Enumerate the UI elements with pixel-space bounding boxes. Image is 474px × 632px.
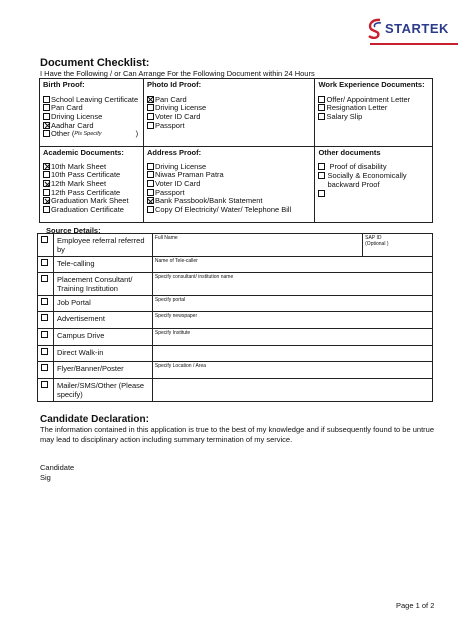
source-details-table bbox=[37, 233, 433, 402]
logo-underline bbox=[370, 43, 458, 45]
photo-checkbox[interactable] bbox=[147, 104, 154, 111]
backward-proof-checkbox[interactable] bbox=[318, 172, 325, 179]
document-checklist-table bbox=[39, 78, 433, 223]
photo-item bbox=[147, 112, 312, 121]
address-checkbox[interactable] bbox=[147, 206, 154, 213]
birth-item bbox=[43, 104, 140, 113]
address-item bbox=[147, 162, 312, 171]
address-proof-list bbox=[147, 162, 312, 214]
work-checkbox[interactable] bbox=[318, 113, 325, 120]
page-number: Page 1 of 2 bbox=[396, 601, 435, 610]
birth-other-checkbox[interactable] bbox=[43, 130, 50, 137]
source-checkbox[interactable] bbox=[41, 314, 48, 321]
academic-item-label: 12th Pass Certificate bbox=[51, 187, 121, 197]
checklist-title: Document Checklist: bbox=[40, 57, 150, 69]
address-proof-cell bbox=[143, 147, 315, 223]
source-checkbox[interactable] bbox=[41, 348, 48, 355]
academic-item-label: 12th Mark Sheet bbox=[51, 178, 107, 188]
source-checkbox[interactable] bbox=[41, 364, 48, 371]
source-label: Mailer/SMS/Other (Please specify) bbox=[53, 379, 152, 402]
source-hint-field[interactable]: Specify consultant/ institution name bbox=[152, 273, 432, 296]
declaration-text: The information contained in this application is true to the best of my knowledge and if subsequently found to be untrue may lead to disciplinary action including summary termination of my service. bbox=[40, 425, 434, 444]
source-row bbox=[38, 379, 433, 402]
academic-item bbox=[43, 171, 140, 180]
photo-item-label: Pan Card bbox=[154, 94, 187, 104]
source-row bbox=[38, 312, 433, 329]
source-checkbox-cell bbox=[38, 273, 54, 296]
birth-other-hint: Pls Specify bbox=[74, 130, 102, 137]
address-proof-heading: Address Proof: bbox=[146, 148, 202, 157]
disability-checkbox[interactable] bbox=[318, 163, 325, 170]
photo-checkbox[interactable] bbox=[147, 122, 154, 129]
source-row bbox=[38, 346, 433, 362]
address-checkbox[interactable] bbox=[147, 171, 154, 178]
source-hint-field[interactable]: Name of Tele-caller bbox=[152, 257, 432, 273]
source-label: Campus Drive bbox=[53, 329, 152, 346]
address-item-label: Voter ID Card bbox=[154, 178, 201, 188]
address-item-label: Copy Of Electricity/ Water/ Telephone Bill bbox=[154, 204, 292, 214]
other-extra-row bbox=[318, 190, 429, 199]
photo-item-label: Passport bbox=[154, 120, 185, 130]
birth-other-row bbox=[43, 129, 140, 138]
source-label: Job Portal bbox=[53, 296, 152, 312]
source-hint-field[interactable] bbox=[152, 379, 432, 402]
birth-item-label: School Leaving Certificate bbox=[51, 94, 139, 104]
photo-id-cell bbox=[143, 79, 315, 147]
source-checkbox-cell bbox=[38, 257, 54, 273]
source-label: Advertisement bbox=[53, 312, 152, 329]
birth-checkbox[interactable] bbox=[43, 122, 50, 129]
address-checkbox[interactable] bbox=[147, 189, 154, 196]
checklist-subtitle: I Have the Following / or Can Arrange For the Following Document within 24 Hours bbox=[40, 69, 315, 78]
source-checkbox[interactable] bbox=[41, 298, 48, 305]
source-checkbox-cell bbox=[38, 329, 54, 346]
source-hint-field[interactable]: Specify portal bbox=[152, 296, 432, 312]
sap-id-field[interactable] bbox=[363, 234, 433, 257]
source-checkbox[interactable] bbox=[41, 381, 48, 388]
address-item bbox=[147, 179, 312, 188]
academic-list bbox=[43, 162, 140, 214]
photo-item bbox=[147, 104, 312, 113]
work-experience-cell bbox=[315, 79, 433, 147]
address-item-label: Passport bbox=[154, 187, 185, 197]
address-item bbox=[147, 188, 312, 197]
declaration-title: Candidate Declaration: bbox=[40, 414, 149, 425]
source-label: Placement Consultant/ Training Institution bbox=[53, 273, 152, 296]
academic-cell bbox=[40, 147, 144, 223]
other-documents-cell bbox=[315, 147, 433, 223]
work-checkbox[interactable] bbox=[318, 96, 325, 103]
source-checkbox[interactable] bbox=[41, 259, 48, 266]
address-item-label: Driving License bbox=[154, 161, 207, 171]
birth-item bbox=[43, 121, 140, 130]
academic-item-label: Graduation Certificate bbox=[51, 204, 124, 214]
backward-proof-label: Socially & Economically backward Proof bbox=[327, 170, 407, 189]
birth-proof-cell bbox=[40, 79, 144, 147]
address-checkbox[interactable] bbox=[147, 163, 154, 170]
academic-checkbox[interactable] bbox=[43, 197, 50, 204]
address-item-label: Niwas Praman Patra bbox=[154, 170, 224, 180]
photo-item-label: Driving License bbox=[154, 103, 207, 113]
work-experience-heading: Work Experience Documents: bbox=[318, 80, 425, 89]
source-checkbox-cell bbox=[38, 296, 54, 312]
source-row bbox=[38, 257, 433, 273]
source-label: Flyer/Banner/Poster bbox=[53, 362, 152, 379]
source-details-heading: Source Details: bbox=[46, 226, 101, 235]
work-item bbox=[318, 95, 429, 104]
sap-id-optional: (Optional ) bbox=[365, 241, 389, 247]
address-checkbox[interactable] bbox=[147, 180, 154, 187]
birth-item-label: Aadhar Card bbox=[51, 120, 94, 130]
photo-id-list bbox=[147, 95, 312, 129]
birth-checkbox[interactable] bbox=[43, 113, 50, 120]
source-row bbox=[38, 234, 433, 257]
source-checkbox[interactable] bbox=[41, 331, 48, 338]
photo-checkbox[interactable] bbox=[147, 113, 154, 120]
birth-checkbox[interactable] bbox=[43, 104, 50, 111]
academic-item-label: 10th Pass Certificate bbox=[51, 170, 121, 180]
source-checkbox-cell bbox=[38, 312, 54, 329]
photo-item bbox=[147, 95, 312, 104]
source-hint-field[interactable]: Full Name bbox=[152, 234, 362, 257]
academic-item bbox=[43, 179, 140, 188]
academic-item bbox=[43, 188, 140, 197]
logo-swoosh-icon bbox=[366, 17, 384, 39]
source-hint-field[interactable] bbox=[152, 346, 432, 362]
logo-text: STARTEK bbox=[385, 21, 449, 36]
address-item bbox=[147, 171, 312, 180]
source-checkbox-cell bbox=[38, 346, 54, 362]
source-row bbox=[38, 296, 433, 312]
source-hint-field[interactable]: Specify Location / Area bbox=[152, 362, 432, 379]
photo-id-heading: Photo Id Proof: bbox=[146, 80, 202, 89]
academic-checkbox[interactable] bbox=[43, 206, 50, 213]
academic-checkbox[interactable] bbox=[43, 163, 50, 170]
address-item bbox=[147, 205, 312, 214]
sap-id-label: SAP ID bbox=[365, 235, 382, 241]
work-item bbox=[318, 112, 429, 121]
work-item-label: Salary Slip bbox=[326, 111, 363, 121]
birth-other-close: ) bbox=[135, 129, 139, 139]
source-label: Direct Walk-in bbox=[53, 346, 152, 362]
startek-logo bbox=[366, 15, 462, 45]
photo-item-label: Voter ID Card bbox=[154, 111, 201, 121]
source-label: Tele-calling bbox=[53, 257, 152, 273]
disability-label: Proof of disability bbox=[329, 161, 387, 171]
academic-item bbox=[43, 205, 140, 214]
academic-item-label: 10th Mark Sheet bbox=[51, 161, 107, 171]
work-checkbox[interactable] bbox=[318, 104, 325, 111]
source-row bbox=[38, 329, 433, 346]
source-hint-field[interactable]: Specify Institute bbox=[152, 329, 432, 346]
other-extra-checkbox[interactable] bbox=[318, 190, 325, 197]
birth-item bbox=[43, 112, 140, 121]
source-checkbox-cell bbox=[38, 234, 54, 257]
birth-item-label: Driving License bbox=[51, 111, 103, 121]
birth-item-label: Pan Card bbox=[51, 103, 83, 113]
work-item-label: Offer/ Appointment Letter bbox=[326, 94, 411, 104]
candidate-label: Candidate bbox=[40, 463, 75, 472]
academic-item-label: Graduation Mark Sheet bbox=[51, 196, 129, 206]
work-experience-list bbox=[318, 95, 429, 121]
source-checkbox-cell bbox=[38, 362, 54, 379]
source-label: Employee referral referred by bbox=[53, 234, 152, 257]
source-checkbox[interactable] bbox=[41, 236, 48, 243]
academic-checkbox[interactable] bbox=[43, 171, 50, 178]
source-row bbox=[38, 273, 433, 296]
work-item bbox=[318, 104, 429, 113]
birth-item bbox=[43, 95, 140, 104]
address-checkbox[interactable] bbox=[147, 197, 154, 204]
birth-other-label: Other ( bbox=[51, 129, 75, 139]
address-item-label: Bank Passbook/Bank Statement bbox=[154, 196, 263, 206]
source-checkbox-cell bbox=[38, 379, 54, 402]
signature-label: Sig bbox=[40, 473, 51, 482]
academic-heading: Academic Documents: bbox=[43, 148, 124, 157]
work-item-label: Resignation Letter bbox=[326, 103, 388, 113]
academic-checkbox[interactable] bbox=[43, 180, 50, 187]
birth-checkbox[interactable] bbox=[43, 96, 50, 103]
backward-proof-row bbox=[318, 171, 429, 189]
academic-checkbox[interactable] bbox=[43, 189, 50, 196]
birth-proof-list bbox=[43, 95, 140, 129]
birth-proof-heading: Birth Proof: bbox=[43, 80, 85, 89]
source-row bbox=[38, 362, 433, 379]
address-item bbox=[147, 196, 312, 205]
source-checkbox[interactable] bbox=[41, 275, 48, 282]
academic-item bbox=[43, 196, 140, 205]
other-documents-heading: Other documents bbox=[318, 148, 381, 157]
source-hint-field[interactable]: Specify newspaper bbox=[152, 312, 432, 329]
academic-item bbox=[43, 162, 140, 171]
disability-row bbox=[318, 162, 429, 171]
photo-checkbox[interactable] bbox=[147, 96, 154, 103]
photo-item bbox=[147, 121, 312, 130]
